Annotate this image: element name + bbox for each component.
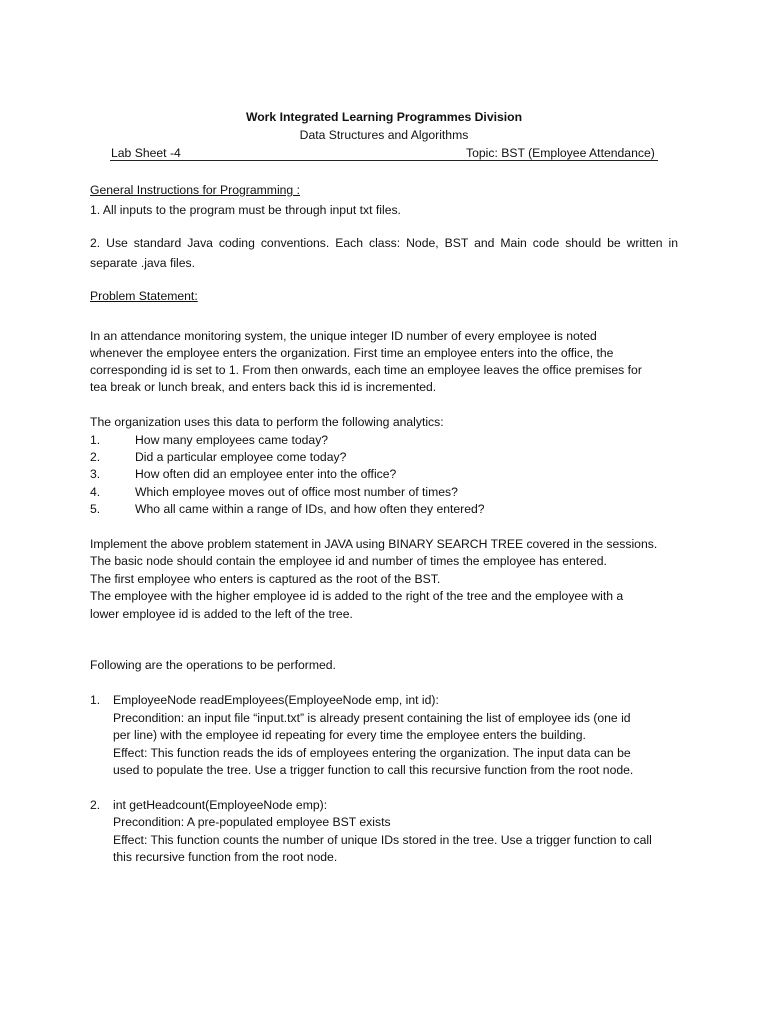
- operation-detail-line: Effect: This function counts the number of unique IDs stored in the tree. Use a trigger function to call: [113, 833, 652, 847]
- analytics-number: 1.: [90, 433, 101, 447]
- operation-detail-line: Effect: This function reads the ids of employees entering the organization. The input data can be: [113, 746, 631, 760]
- course-title: Data Structures and Algorithms: [299, 128, 469, 142]
- instruction-item-2-line-1: 2. Use standard Java coding conventions. Each class: Node, BST and Main code should be written in: [90, 236, 678, 250]
- operation-detail-line: Precondition: A pre-populated employee BST exists: [113, 815, 391, 829]
- analytics-number: 4.: [90, 485, 101, 499]
- analytics-item: How often did an employee enter into the office?: [135, 467, 397, 481]
- problem-statement-heading: Problem Statement:: [90, 289, 198, 303]
- operation-detail-line: used to populate the tree. Use a trigger function to call this recursive function from the root node.: [113, 763, 634, 777]
- division-title: Work Integrated Learning Programmes Division: [245, 110, 523, 124]
- problem-paragraph-line: corresponding id is set to 1. From then onwards, each time an employee leaves the office premises for: [90, 363, 642, 377]
- implementation-line: Implement the above problem statement in JAVA using BINARY SEARCH TREE covered in the sessions.: [90, 537, 658, 551]
- operation-signature: int getHeadcount(EmployeeNode emp):: [113, 798, 328, 812]
- analytics-number: 2.: [90, 450, 101, 464]
- implementation-line: The basic node should contain the employee id and number of times the employee has entered.: [90, 554, 607, 568]
- lab-sheet-label: Lab Sheet -4: [111, 146, 181, 160]
- analytics-intro: The organization uses this data to perform the following analytics:: [90, 415, 444, 429]
- operation-detail-line: Precondition: an input file “input.txt” is already present containing the list of employee ids (one id: [113, 711, 631, 725]
- analytics-number: 5.: [90, 502, 101, 516]
- problem-paragraph-line: tea break or lunch break, and enters back this id is incremented.: [90, 380, 437, 394]
- problem-paragraph-line: In an attendance monitoring system, the unique integer ID number of every employee is noted: [90, 329, 597, 343]
- analytics-item: Did a particular employee come today?: [135, 450, 347, 464]
- implementation-line: lower employee id is added to the left of the tree.: [90, 607, 353, 621]
- implementation-line: The employee with the higher employee id is added to the right of the tree and the employee with a: [90, 589, 624, 603]
- header-divider: [110, 160, 658, 161]
- operation-detail-line: this recursive function from the root node.: [113, 850, 338, 864]
- instruction-item-2-line-2: separate .java files.: [90, 256, 196, 270]
- analytics-item: How many employees came today?: [135, 433, 329, 447]
- operation-number: 1.: [90, 693, 101, 707]
- problem-paragraph-line: whenever the employee enters the organization. First time an employee enters into the office, the: [90, 346, 614, 360]
- general-instructions-heading: General Instructions for Programming :: [90, 183, 300, 197]
- operation-detail-line: per line) with the employee id repeating for every time the employee enters the building.: [113, 728, 586, 742]
- analytics-item: Who all came within a range of IDs, and how often they entered?: [135, 502, 485, 516]
- operations-intro: Following are the operations to be performed.: [90, 658, 336, 672]
- operation-number: 2.: [90, 798, 101, 812]
- analytics-item: Which employee moves out of office most number of times?: [135, 485, 458, 499]
- operation-signature: EmployeeNode readEmployees(EmployeeNode emp, int id):: [113, 693, 439, 707]
- implementation-line: The first employee who enters is captured as the root of the BST.: [90, 572, 441, 586]
- topic-label: Topic: BST (Employee Attendance): [466, 146, 655, 160]
- instruction-item-1: 1. All inputs to the program must be through input txt files.: [90, 203, 401, 217]
- analytics-number: 3.: [90, 467, 101, 481]
